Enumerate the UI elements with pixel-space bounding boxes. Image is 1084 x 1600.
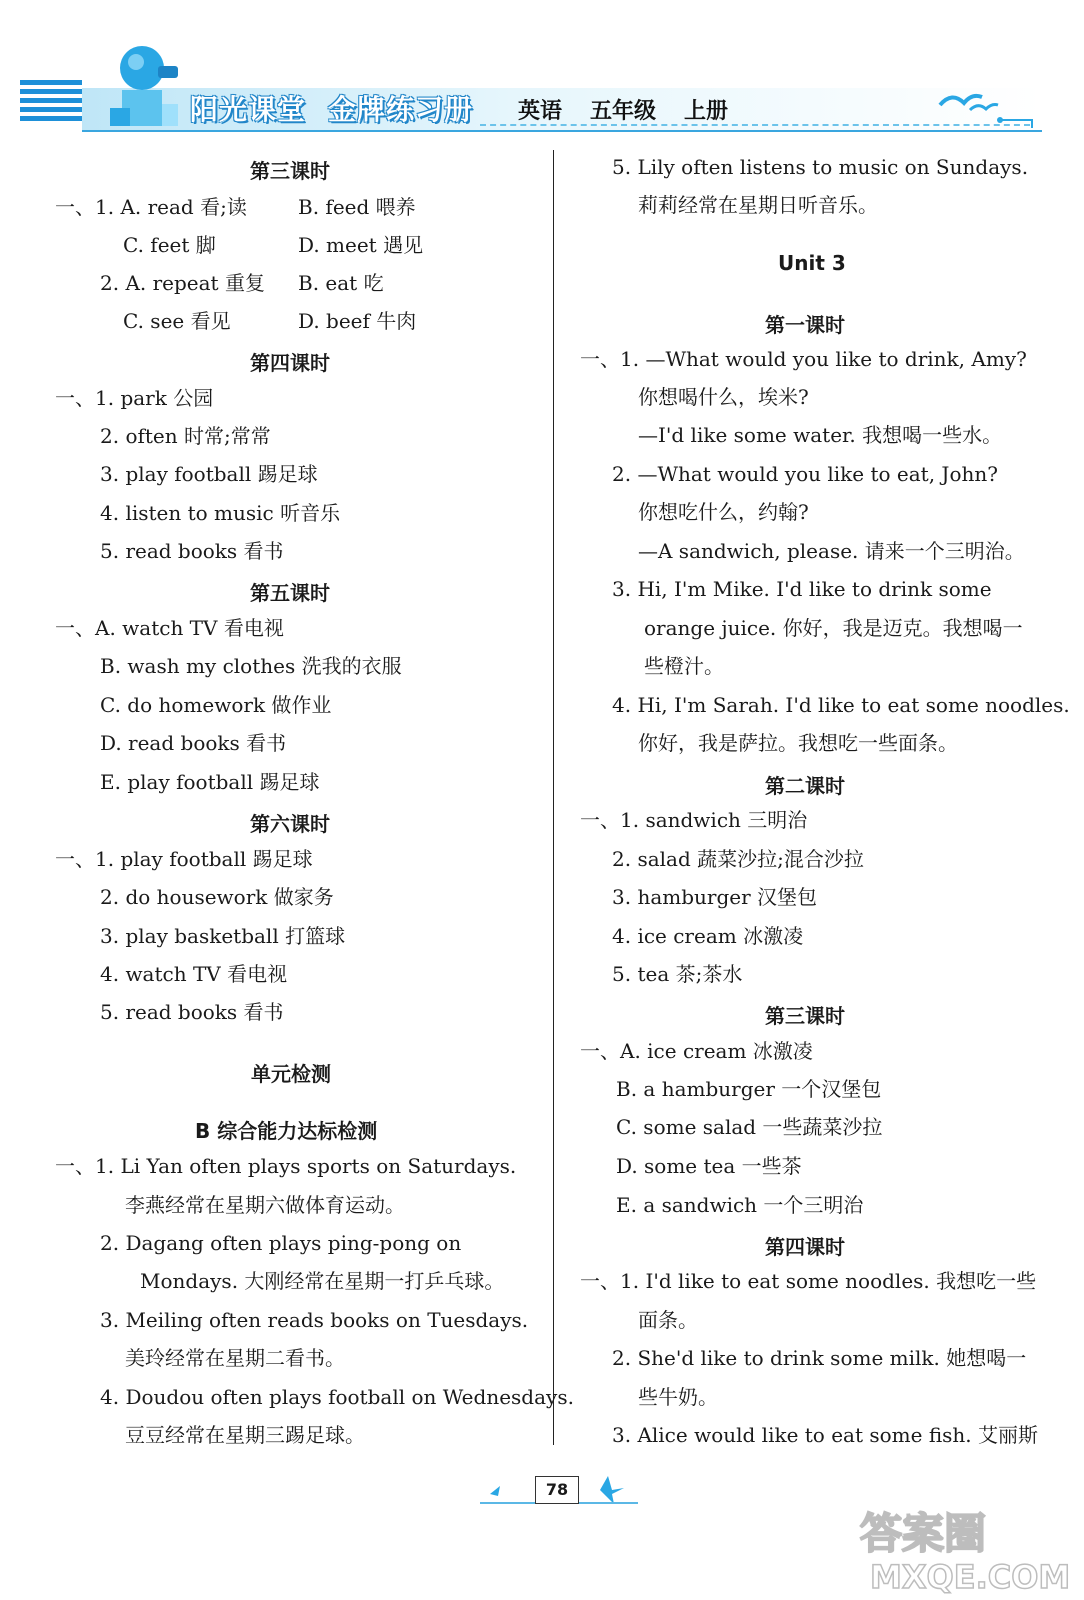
answer-line: D. read books 看书 xyxy=(100,731,287,755)
section-heading: B 综合能力达标检测 xyxy=(195,1119,378,1143)
section-heading: Unit 3 xyxy=(778,251,846,275)
telescope-kid-logo-icon xyxy=(100,38,190,130)
section-heading: 第三课时 xyxy=(250,159,330,183)
column-divider xyxy=(553,150,554,1445)
answer-line: 一、1. play football 踢足球 xyxy=(55,847,313,871)
answer-line: —I'd like some water. 我想喝一些水。 xyxy=(638,423,1003,447)
footer-rule-left xyxy=(480,1502,535,1504)
answer-line: 3. hamburger 汉堡包 xyxy=(612,885,818,909)
answer-line: 2. salad 蔬菜沙拉;混合沙拉 xyxy=(612,847,864,871)
answer-line: 3. Hi, I'm Mike. I'd like to drink some xyxy=(612,577,992,601)
section-heading: 第二课时 xyxy=(765,774,845,798)
answer-line: D. meet 遇见 xyxy=(298,233,424,257)
answer-line: 2. do housework 做家务 xyxy=(100,885,334,909)
answer-line: 3. play football 踢足球 xyxy=(100,462,318,486)
answer-line: 一、1. I'd like to eat some noodles. 我想吃一些 xyxy=(580,1269,1037,1293)
answer-line: 你想吃什么，约翰? xyxy=(638,500,809,524)
section-heading: 第一课时 xyxy=(765,313,845,337)
answer-line: C. see 看见 xyxy=(123,309,231,333)
answer-line: 2. Dagang often plays ping-pong on xyxy=(100,1231,462,1255)
svg-text:MXQE.COM: MXQE.COM xyxy=(870,1558,1070,1595)
answer-line: 美玲经常在星期二看书。 xyxy=(125,1346,345,1370)
answer-line: B. feed 喂养 xyxy=(298,195,416,219)
answer-line: E. play football 踢足球 xyxy=(100,770,320,794)
answer-line: Mondays. 大刚经常在星期一打乒乓球。 xyxy=(140,1269,505,1293)
answer-line: 李燕经常在星期六做体育运动。 xyxy=(125,1193,405,1217)
answer-line: C. feet 脚 xyxy=(123,233,216,257)
answer-line: 2. —What would you like to eat, John? xyxy=(612,462,998,486)
watermark-logo-icon xyxy=(850,1500,1070,1595)
book-subject-grade: 英语 五年级 上册 xyxy=(518,99,729,124)
answer-line: 些牛奶。 xyxy=(638,1385,718,1409)
answer-line: 3. play basketball 打篮球 xyxy=(100,924,346,948)
answer-line: C. do homework 做作业 xyxy=(100,693,332,717)
answer-line: 3. Alice would like to eat some fish. 艾丽斯 xyxy=(612,1423,1039,1447)
answer-line: 你想喝什么，埃米? xyxy=(638,385,809,409)
page-header xyxy=(0,0,1084,145)
answer-line: 2. She'd like to drink some milk. 她想喝一 xyxy=(612,1346,1027,1370)
answer-line: 5. Lily often listens to music on Sundays. xyxy=(612,155,1029,179)
header-rule xyxy=(82,130,1042,132)
section-heading: 第四课时 xyxy=(250,351,330,375)
answer-line: B. wash my clothes 洗我的衣服 xyxy=(100,654,402,678)
answer-line: 3. Meiling often reads books on Tuesdays. xyxy=(100,1308,529,1332)
answer-line: E. a sandwich 一个三明治 xyxy=(616,1193,864,1217)
answer-line: 一、1. Li Yan often plays sports on Saturdays. xyxy=(55,1154,517,1178)
answer-line: 些橙汁。 xyxy=(644,654,724,678)
answer-line: 5. tea 茶;茶水 xyxy=(612,962,743,986)
section-heading: 单元检测 xyxy=(251,1062,331,1086)
answer-line: 一、A. watch TV 看电视 xyxy=(55,616,284,640)
answer-line: 4. Hi, I'm Sarah. I'd like to eat some noodles. xyxy=(612,693,1070,717)
answer-line: D. some tea 一些茶 xyxy=(616,1154,802,1178)
section-heading: 第三课时 xyxy=(765,1004,845,1028)
answer-line: 5. read books 看书 xyxy=(100,1000,284,1024)
footer-rule-right xyxy=(578,1502,638,1504)
answer-line: 一、1. A. read 看;读 xyxy=(55,195,247,219)
answer-line: D. beef 牛肉 xyxy=(298,309,417,333)
answer-line: 一、1. sandwich 三明治 xyxy=(580,808,808,832)
answer-line: 莉莉经常在星期日听音乐。 xyxy=(638,193,878,217)
section-heading: 第六课时 xyxy=(250,812,330,836)
answer-line: B. eat 吃 xyxy=(298,271,384,295)
answer-line: 一、1. park 公园 xyxy=(55,386,214,410)
answer-line: 4. ice cream 冰激凌 xyxy=(612,924,804,948)
svg-text:答案圈: 答案圈 xyxy=(860,1509,987,1558)
answer-line: orange juice. 你好，我是迈克。我想喝一 xyxy=(644,616,1023,640)
answer-line: 你好，我是萨拉。我想吃一些面条。 xyxy=(638,731,958,755)
page-footer xyxy=(470,1470,650,1510)
answer-line: —A sandwich, please. 请来一个三明治。 xyxy=(638,539,1025,563)
answer-line: 一、1. —What would you like to drink, Amy? xyxy=(580,347,1027,371)
series-brand: 阳光课堂 金牌练习册 xyxy=(190,93,474,126)
seagulls-icon xyxy=(930,80,1040,130)
answer-line: 2. often 时常;常常 xyxy=(100,424,271,448)
answer-line: 一、A. ice cream 冰激凌 xyxy=(580,1039,813,1063)
answer-line: 豆豆经常在星期三踢足球。 xyxy=(125,1423,365,1447)
answer-line: B. a hamburger 一个汉堡包 xyxy=(616,1077,882,1101)
page-number: 78 xyxy=(535,1476,579,1504)
answer-line: 2. A. repeat 重复 xyxy=(100,271,265,295)
answer-line: 5. read books 看书 xyxy=(100,539,284,563)
answer-line: C. some salad 一些蔬菜沙拉 xyxy=(616,1115,883,1139)
answer-line: 4. watch TV 看电视 xyxy=(100,962,288,986)
section-heading: 第五课时 xyxy=(250,581,330,605)
header-stripes xyxy=(20,80,82,132)
answer-line: 4. listen to music 听音乐 xyxy=(100,501,341,525)
answer-line: 4. Doudou often plays football on Wednesdays. xyxy=(100,1385,574,1409)
answer-line: 面条。 xyxy=(638,1308,698,1332)
section-heading: 第四课时 xyxy=(765,1235,845,1259)
